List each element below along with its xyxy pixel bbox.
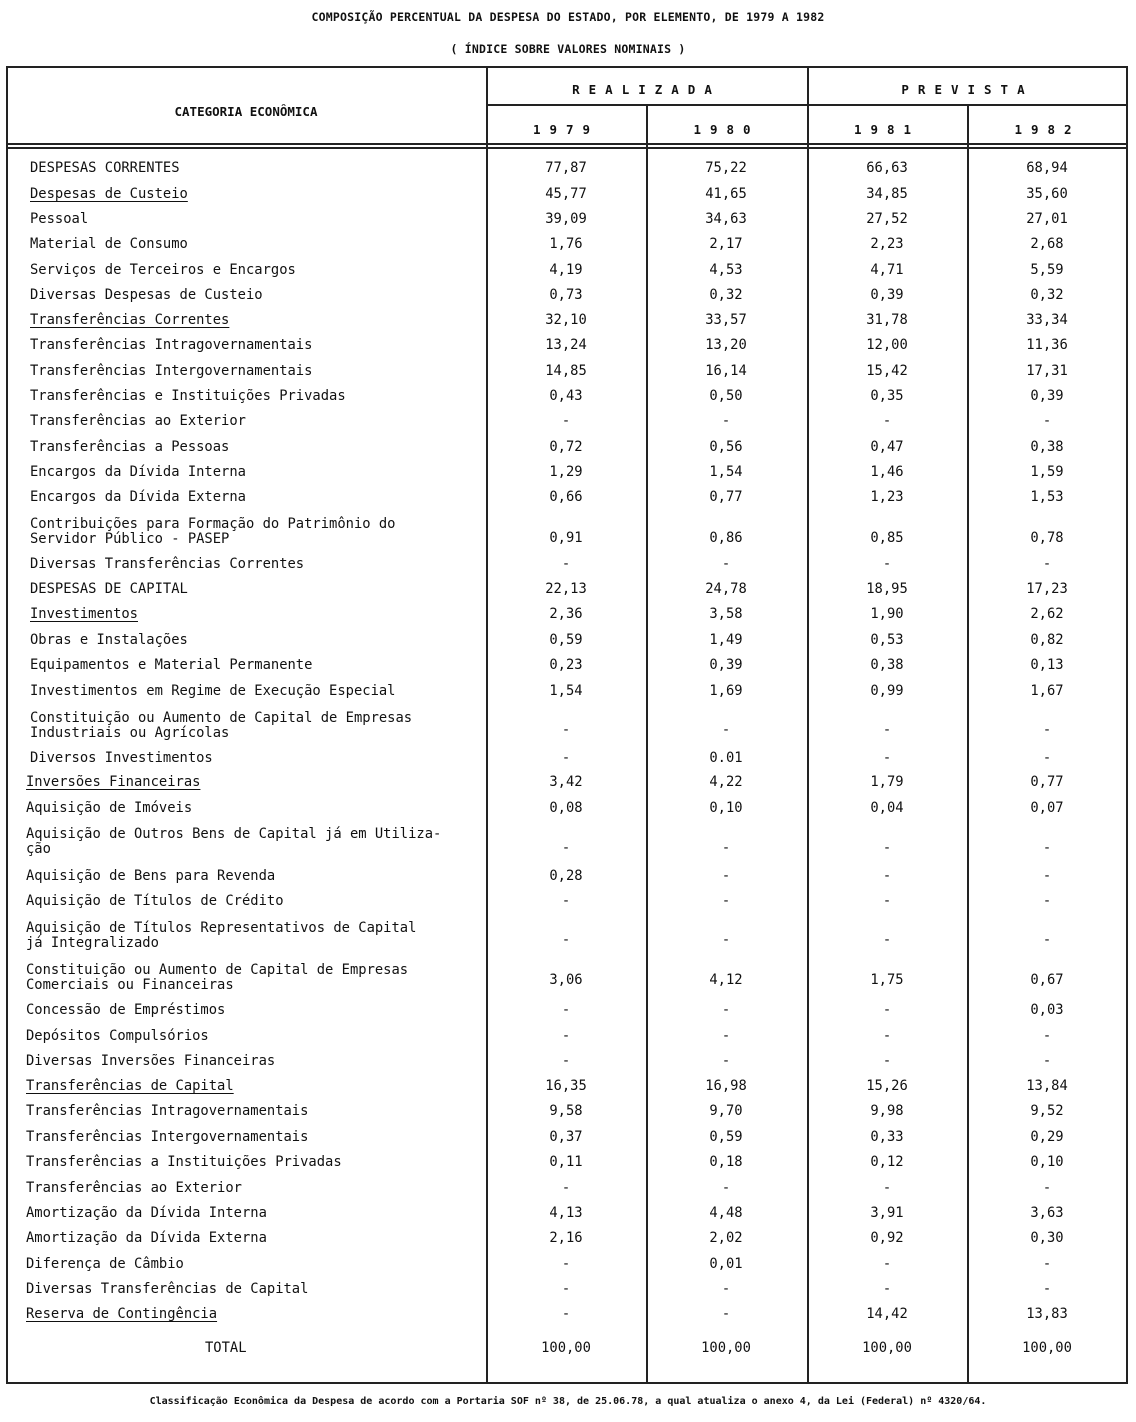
value-cell-1979: 32,10 bbox=[545, 312, 587, 328]
value-cell-1982: 3,63 bbox=[1030, 1205, 1064, 1221]
value-cell-1981: - bbox=[882, 893, 892, 909]
value-cell-1979: 77,87 bbox=[545, 160, 587, 176]
row-label: Amortização da Dívida Externa bbox=[26, 1230, 267, 1246]
table-row bbox=[0, 439, 1136, 463]
value-cell-1982: 11,36 bbox=[1026, 337, 1068, 353]
row-label: Transferências Intergovernamentais bbox=[30, 363, 313, 379]
row-label-continued: Servidor Público - PASEP bbox=[30, 531, 230, 547]
value-cell-1982: 68,94 bbox=[1026, 160, 1068, 176]
row-label: Investimentos em Regime de Execução Especial bbox=[30, 683, 396, 699]
row-label: Transferências ao Exterior bbox=[30, 413, 246, 429]
table-row bbox=[0, 1281, 1136, 1305]
value-cell-1981: 34,85 bbox=[866, 186, 908, 202]
value-cell-1982: 0,10 bbox=[1030, 1154, 1064, 1170]
row-label: Transferências e Instituições Privadas bbox=[30, 388, 346, 404]
table-row bbox=[0, 337, 1136, 361]
value-cell-1981: 100,00 bbox=[862, 1340, 912, 1356]
table-row bbox=[0, 211, 1136, 235]
value-cell-1980: 75,22 bbox=[705, 160, 747, 176]
value-cell-1979: 0,91 bbox=[549, 530, 583, 546]
value-cell-1982: 100,00 bbox=[1022, 1340, 1072, 1356]
value-cell-1979: - bbox=[561, 1281, 571, 1297]
value-cell-1979: 45,77 bbox=[545, 186, 587, 202]
header-divider-bottom-2 bbox=[6, 147, 1128, 149]
value-cell-1982: 0,07 bbox=[1030, 800, 1064, 816]
value-cell-1982: - bbox=[1042, 1180, 1052, 1196]
row-label: Concessão de Empréstimos bbox=[26, 1002, 226, 1018]
value-cell-1979: 1,76 bbox=[549, 236, 583, 252]
row-label: TOTAL bbox=[205, 1340, 247, 1356]
value-cell-1980: 16,98 bbox=[705, 1078, 747, 1094]
value-cell-1982: - bbox=[1042, 1281, 1052, 1297]
value-cell-1982: - bbox=[1042, 868, 1052, 884]
value-cell-1982: 1,67 bbox=[1030, 683, 1064, 699]
row-label-continued: já Integralizado bbox=[26, 935, 159, 951]
value-cell-1981: 14,42 bbox=[866, 1306, 908, 1322]
table-row bbox=[0, 464, 1136, 488]
value-cell-1980: 0,10 bbox=[709, 800, 743, 816]
table-row bbox=[0, 287, 1136, 311]
value-cell-1981: 15,26 bbox=[866, 1078, 908, 1094]
value-cell-1980: 41,65 bbox=[705, 186, 747, 202]
table-row bbox=[0, 363, 1136, 387]
table-row bbox=[0, 962, 1136, 993]
row-label: Transferências Intergovernamentais bbox=[26, 1129, 309, 1145]
table-row bbox=[0, 657, 1136, 681]
realizada-header: REALIZADA bbox=[572, 82, 721, 97]
value-cell-1981: - bbox=[882, 1281, 892, 1297]
value-cell-1980: - bbox=[721, 1281, 731, 1297]
value-cell-1981: 0,12 bbox=[870, 1154, 904, 1170]
value-cell-1979: - bbox=[561, 413, 571, 429]
value-cell-1981: - bbox=[882, 413, 892, 429]
year-header: 1980 bbox=[693, 122, 760, 137]
row-label: Transferências a Pessoas bbox=[30, 439, 230, 455]
row-label: DESPESAS DE CAPITAL bbox=[30, 581, 188, 597]
value-cell-1980: - bbox=[721, 1002, 731, 1018]
value-cell-1980: 0.01 bbox=[709, 750, 743, 766]
value-cell-1980: - bbox=[721, 556, 731, 572]
value-cell-1980: - bbox=[721, 1053, 731, 1069]
value-cell-1981: 0,33 bbox=[870, 1129, 904, 1145]
value-cell-1980: 2,17 bbox=[709, 236, 743, 252]
table-row bbox=[0, 826, 1136, 857]
value-cell-1979: - bbox=[561, 893, 571, 909]
row-label: Equipamentos e Material Permanente bbox=[30, 657, 313, 673]
year-header: 1981 bbox=[853, 122, 921, 137]
value-cell-1982: 0,13 bbox=[1030, 657, 1064, 673]
table-row bbox=[0, 1129, 1136, 1153]
value-cell-1982: 1,59 bbox=[1030, 464, 1064, 480]
value-cell-1979: - bbox=[561, 1256, 571, 1272]
table-row bbox=[0, 1053, 1136, 1077]
value-cell-1982: - bbox=[1042, 932, 1052, 948]
row-label: Aquisição de Outros Bens de Capital já em Utiliza- bbox=[26, 826, 442, 842]
table-row bbox=[0, 388, 1136, 412]
value-cell-1979: 1,54 bbox=[549, 683, 583, 699]
table-row bbox=[0, 1230, 1136, 1254]
value-cell-1981: 2,23 bbox=[870, 236, 904, 252]
year-header: 1982 bbox=[1014, 122, 1081, 137]
value-cell-1979: 9,58 bbox=[549, 1103, 583, 1119]
row-label: Transferências de Capital bbox=[26, 1078, 234, 1094]
value-cell-1981: - bbox=[882, 750, 892, 766]
row-label: Constituição ou Aumento de Capital de Empresas bbox=[26, 962, 409, 978]
value-cell-1982: - bbox=[1042, 1256, 1052, 1272]
table-row bbox=[0, 1340, 1136, 1364]
value-cell-1979: - bbox=[561, 722, 571, 738]
row-label-continued: Industriais ou Agrícolas bbox=[30, 725, 230, 741]
value-cell-1982: - bbox=[1042, 722, 1052, 738]
value-cell-1982: 9,52 bbox=[1030, 1103, 1064, 1119]
value-cell-1979: 100,00 bbox=[541, 1340, 591, 1356]
value-cell-1981: 0,47 bbox=[870, 439, 904, 455]
value-cell-1981: 1,46 bbox=[870, 464, 904, 480]
value-cell-1981: 18,95 bbox=[866, 581, 908, 597]
value-cell-1980: 0,50 bbox=[709, 388, 743, 404]
row-label: Diferença de Câmbio bbox=[26, 1256, 184, 1272]
value-cell-1981: 0,38 bbox=[870, 657, 904, 673]
table-row bbox=[0, 868, 1136, 892]
row-label: Transferências Correntes bbox=[30, 312, 230, 328]
value-cell-1981: - bbox=[882, 1028, 892, 1044]
value-cell-1980: 100,00 bbox=[701, 1340, 751, 1356]
value-cell-1980: 0,86 bbox=[709, 530, 743, 546]
row-label: DESPESAS CORRENTES bbox=[30, 160, 180, 176]
value-cell-1981: 1,79 bbox=[870, 774, 904, 790]
value-cell-1982: - bbox=[1042, 413, 1052, 429]
value-cell-1979: 0,59 bbox=[549, 632, 583, 648]
prevista-header: PREVISTA bbox=[901, 82, 1034, 97]
value-cell-1980: 24,78 bbox=[705, 581, 747, 597]
row-label: Amortização da Dívida Interna bbox=[26, 1205, 267, 1221]
value-cell-1979: 0,37 bbox=[549, 1129, 583, 1145]
value-cell-1979: - bbox=[561, 1053, 571, 1069]
table-row bbox=[0, 632, 1136, 656]
value-cell-1979: - bbox=[561, 1028, 571, 1044]
value-cell-1981: - bbox=[882, 722, 892, 738]
value-cell-1980: 3,58 bbox=[709, 606, 743, 622]
value-cell-1979: 16,35 bbox=[545, 1078, 587, 1094]
row-label: Encargos da Dívida Externa bbox=[30, 489, 246, 505]
value-cell-1982: 0,03 bbox=[1030, 1002, 1064, 1018]
value-cell-1980: 4,22 bbox=[709, 774, 743, 790]
value-cell-1980: 4,12 bbox=[709, 972, 743, 988]
value-cell-1982: 35,60 bbox=[1026, 186, 1068, 202]
value-cell-1981: - bbox=[882, 1256, 892, 1272]
value-cell-1981: 27,52 bbox=[866, 211, 908, 227]
value-cell-1981: - bbox=[882, 932, 892, 948]
value-cell-1981: 15,42 bbox=[866, 363, 908, 379]
table-row bbox=[0, 160, 1136, 184]
value-cell-1981: 0,85 bbox=[870, 530, 904, 546]
value-cell-1979: 13,24 bbox=[545, 337, 587, 353]
value-cell-1979: - bbox=[561, 1180, 571, 1196]
table-row bbox=[0, 312, 1136, 336]
value-cell-1980: 0,56 bbox=[709, 439, 743, 455]
row-label: Diversas Inversões Financeiras bbox=[26, 1053, 276, 1069]
row-label: Transferências ao Exterior bbox=[26, 1180, 242, 1196]
table-row bbox=[0, 710, 1136, 741]
value-cell-1982: - bbox=[1042, 1053, 1052, 1069]
value-cell-1979: 0,43 bbox=[549, 388, 583, 404]
table-row bbox=[0, 1256, 1136, 1280]
value-cell-1979: 0,73 bbox=[549, 287, 583, 303]
value-cell-1979: 2,16 bbox=[549, 1230, 583, 1246]
row-label: Material de Consumo bbox=[30, 236, 188, 252]
table-row bbox=[0, 581, 1136, 605]
table-row bbox=[0, 774, 1136, 798]
value-cell-1982: 17,23 bbox=[1026, 581, 1068, 597]
value-cell-1982: 17,31 bbox=[1026, 363, 1068, 379]
value-cell-1979: 4,19 bbox=[549, 262, 583, 278]
table-row bbox=[0, 800, 1136, 824]
table-row bbox=[0, 1103, 1136, 1127]
value-cell-1981: - bbox=[882, 868, 892, 884]
row-label: Diversos Investimentos bbox=[30, 750, 213, 766]
value-cell-1981: 31,78 bbox=[866, 312, 908, 328]
row-label: Transferências a Instituições Privadas bbox=[26, 1154, 342, 1170]
value-cell-1982: - bbox=[1042, 1028, 1052, 1044]
row-label: Inversões Financeiras bbox=[26, 774, 201, 790]
table-row bbox=[0, 893, 1136, 917]
value-cell-1981: 9,98 bbox=[870, 1103, 904, 1119]
value-cell-1980: 4,48 bbox=[709, 1205, 743, 1221]
table-row bbox=[0, 556, 1136, 580]
value-cell-1980: - bbox=[721, 868, 731, 884]
value-cell-1981: 66,63 bbox=[866, 160, 908, 176]
value-cell-1981: 1,75 bbox=[870, 972, 904, 988]
value-cell-1982: 1,53 bbox=[1030, 489, 1064, 505]
value-cell-1981: 3,91 bbox=[870, 1205, 904, 1221]
value-cell-1980: 0,01 bbox=[709, 1256, 743, 1272]
value-cell-1981: 1,90 bbox=[870, 606, 904, 622]
value-cell-1979: 0,28 bbox=[549, 868, 583, 884]
value-cell-1982: 0,39 bbox=[1030, 388, 1064, 404]
value-cell-1981: 1,23 bbox=[870, 489, 904, 505]
value-cell-1979: 0,72 bbox=[549, 439, 583, 455]
value-cell-1982: 2,62 bbox=[1030, 606, 1064, 622]
document-subtitle: ( ÍNDICE SOBRE VALORES NOMINAIS ) bbox=[450, 42, 686, 56]
value-cell-1981: - bbox=[882, 840, 892, 856]
table-row bbox=[0, 1028, 1136, 1052]
row-label: Aquisição de Títulos de Crédito bbox=[26, 893, 284, 909]
year-header: 1979 bbox=[532, 122, 600, 137]
value-cell-1982: 0,38 bbox=[1030, 439, 1064, 455]
value-cell-1979: 1,29 bbox=[549, 464, 583, 480]
value-cell-1981: 0,92 bbox=[870, 1230, 904, 1246]
value-cell-1982: 27,01 bbox=[1026, 211, 1068, 227]
table-row bbox=[0, 1154, 1136, 1178]
value-cell-1979: 14,85 bbox=[545, 363, 587, 379]
value-cell-1980: - bbox=[721, 840, 731, 856]
category-header: CATEGORIA ECONÔMICA bbox=[174, 104, 318, 119]
value-cell-1982: 5,59 bbox=[1030, 262, 1064, 278]
value-cell-1982: - bbox=[1042, 556, 1052, 572]
value-cell-1979: 0,08 bbox=[549, 800, 583, 816]
value-cell-1979: 4,13 bbox=[549, 1205, 583, 1221]
value-cell-1979: 0,23 bbox=[549, 657, 583, 673]
table-row bbox=[0, 920, 1136, 951]
value-cell-1979: - bbox=[561, 1306, 571, 1322]
value-cell-1982: 13,83 bbox=[1026, 1306, 1068, 1322]
table-row bbox=[0, 1078, 1136, 1102]
table-row bbox=[0, 606, 1136, 630]
row-label: Transferências Intragovernamentais bbox=[30, 337, 313, 353]
value-cell-1982: 0,29 bbox=[1030, 1129, 1064, 1145]
row-label: Constituição ou Aumento de Capital de Empresas bbox=[30, 710, 413, 726]
value-cell-1980: 1,49 bbox=[709, 632, 743, 648]
value-cell-1980: 0,18 bbox=[709, 1154, 743, 1170]
value-cell-1980: 9,70 bbox=[709, 1103, 743, 1119]
header-divider-bottom bbox=[6, 143, 1128, 145]
value-cell-1979: - bbox=[561, 750, 571, 766]
row-label: Transferências Intragovernamentais bbox=[26, 1103, 309, 1119]
value-cell-1982: 0,32 bbox=[1030, 287, 1064, 303]
value-cell-1980: - bbox=[721, 1180, 731, 1196]
value-cell-1981: - bbox=[882, 1053, 892, 1069]
value-cell-1982: - bbox=[1042, 840, 1052, 856]
value-cell-1982: 0,82 bbox=[1030, 632, 1064, 648]
row-label: Aquisição de Bens para Revenda bbox=[26, 868, 276, 884]
value-cell-1981: - bbox=[882, 1002, 892, 1018]
value-cell-1982: 33,34 bbox=[1026, 312, 1068, 328]
row-label-continued: Comerciais ou Financeiras bbox=[26, 977, 234, 993]
value-cell-1982: 0,77 bbox=[1030, 774, 1064, 790]
value-cell-1980: - bbox=[721, 413, 731, 429]
table-row bbox=[0, 262, 1136, 286]
row-label: Investimentos bbox=[30, 606, 138, 622]
value-cell-1981: 12,00 bbox=[866, 337, 908, 353]
row-label: Despesas de Custeio bbox=[30, 186, 188, 202]
value-cell-1982: 0,67 bbox=[1030, 972, 1064, 988]
value-cell-1982: 0,30 bbox=[1030, 1230, 1064, 1246]
row-label: Aquisição de Imóveis bbox=[26, 800, 193, 816]
value-cell-1979: - bbox=[561, 556, 571, 572]
value-cell-1981: 0,53 bbox=[870, 632, 904, 648]
table-row bbox=[0, 1002, 1136, 1026]
table-row bbox=[0, 413, 1136, 437]
value-cell-1979: 39,09 bbox=[545, 211, 587, 227]
value-cell-1979: 3,42 bbox=[549, 774, 583, 790]
row-label: Contribuições para Formação do Patrimônio do bbox=[30, 516, 396, 532]
table-row bbox=[0, 236, 1136, 260]
value-cell-1981: - bbox=[882, 556, 892, 572]
value-cell-1980: - bbox=[721, 722, 731, 738]
row-label: Aquisição de Títulos Representativos de Capital bbox=[26, 920, 417, 936]
table-row bbox=[0, 1205, 1136, 1229]
value-cell-1982: - bbox=[1042, 893, 1052, 909]
row-label: Serviços de Terceiros e Encargos bbox=[30, 262, 296, 278]
table-row bbox=[0, 683, 1136, 707]
value-cell-1980: 0,77 bbox=[709, 489, 743, 505]
value-cell-1982: 13,84 bbox=[1026, 1078, 1068, 1094]
value-cell-1979: 0,11 bbox=[549, 1154, 583, 1170]
value-cell-1979: 0,66 bbox=[549, 489, 583, 505]
row-label: Diversas Transferências Correntes bbox=[30, 556, 305, 572]
value-cell-1980: 0,59 bbox=[709, 1129, 743, 1145]
value-cell-1981: 0,04 bbox=[870, 800, 904, 816]
value-cell-1980: 1,69 bbox=[709, 683, 743, 699]
value-cell-1980: 4,53 bbox=[709, 262, 743, 278]
table-row bbox=[0, 1306, 1136, 1330]
value-cell-1980: 1,54 bbox=[709, 464, 743, 480]
value-cell-1980: 16,14 bbox=[705, 363, 747, 379]
value-cell-1981: - bbox=[882, 1180, 892, 1196]
value-cell-1980: 33,57 bbox=[705, 312, 747, 328]
row-label: Diversas Despesas de Custeio bbox=[30, 287, 263, 303]
row-label-continued: ção bbox=[26, 841, 51, 857]
value-cell-1980: - bbox=[721, 893, 731, 909]
value-cell-1981: 0,99 bbox=[870, 683, 904, 699]
value-cell-1980: 2,02 bbox=[709, 1230, 743, 1246]
value-cell-1979: 2,36 bbox=[549, 606, 583, 622]
table-row bbox=[0, 750, 1136, 774]
table-row bbox=[0, 186, 1136, 210]
table-row bbox=[0, 1180, 1136, 1204]
table-row bbox=[0, 516, 1136, 547]
value-cell-1982: - bbox=[1042, 750, 1052, 766]
row-label: Diversas Transferências de Capital bbox=[26, 1281, 309, 1297]
row-label: Depósitos Compulsórios bbox=[26, 1028, 209, 1044]
value-cell-1982: 2,68 bbox=[1030, 236, 1064, 252]
value-cell-1979: 22,13 bbox=[545, 581, 587, 597]
table-row bbox=[0, 489, 1136, 513]
value-cell-1980: 0,39 bbox=[709, 657, 743, 673]
value-cell-1980: - bbox=[721, 932, 731, 948]
value-cell-1979: - bbox=[561, 840, 571, 856]
value-cell-1980: 34,63 bbox=[705, 211, 747, 227]
document-title: COMPOSIÇÃO PERCENTUAL DA DESPESA DO ESTADO, POR ELEMENTO, DE 1979 A 1982 bbox=[311, 10, 825, 24]
row-label: Obras e Instalações bbox=[30, 632, 188, 648]
value-cell-1980: 0,32 bbox=[709, 287, 743, 303]
value-cell-1981: 0,39 bbox=[870, 287, 904, 303]
value-cell-1980: 13,20 bbox=[705, 337, 747, 353]
value-cell-1981: 4,71 bbox=[870, 262, 904, 278]
value-cell-1982: 0,78 bbox=[1030, 530, 1064, 546]
value-cell-1979: - bbox=[561, 1002, 571, 1018]
value-cell-1980: - bbox=[721, 1306, 731, 1322]
footer-note: Classificação Econômica da Despesa de acordo com a Portaria SOF nº 38, de 25.06.78, a qual atualiza o anexo 4, da Lei (Federal) nº 4320/64. bbox=[149, 1396, 987, 1407]
value-cell-1979: - bbox=[561, 932, 571, 948]
row-label: Encargos da Dívida Interna bbox=[30, 464, 246, 480]
row-label: Pessoal bbox=[30, 211, 89, 227]
value-cell-1981: 0,35 bbox=[870, 388, 904, 404]
value-cell-1980: - bbox=[721, 1028, 731, 1044]
value-cell-1979: 3,06 bbox=[549, 972, 583, 988]
row-label: Reserva de Contingência bbox=[26, 1306, 218, 1322]
